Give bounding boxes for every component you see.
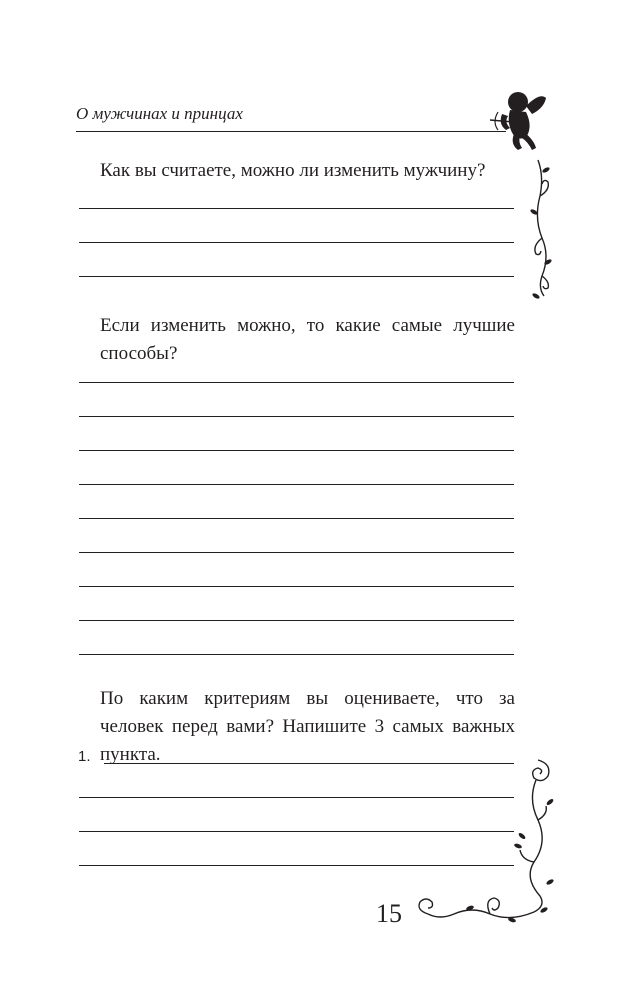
answer-line[interactable] [79,382,514,383]
question-2: Если изменить можно, то какие самые лучшие способы? [100,315,515,364]
cupid-icon [488,84,548,154]
answer-line[interactable] [79,586,514,587]
question-1: Как вы считаете, можно ли изменить мужчину? [100,160,486,181]
page-number: 15 [376,899,402,928]
question-3: По каким критериям вы оцениваете, что за человек перед вами? Напишите 3 самых важных пункта. [100,688,515,765]
answer-line[interactable] [79,552,514,553]
item-number: 1. [78,748,91,765]
answer-line[interactable] [79,620,514,621]
header-rule [76,131,506,132]
answer-line[interactable] [79,416,514,417]
running-header: О мужчинах и принцах [76,104,243,123]
answer-line[interactable] [79,276,514,277]
answer-line[interactable] [79,208,514,209]
swirl-vine-ornament-icon [410,750,560,925]
answer-line[interactable] [79,518,514,519]
vine-ornament-icon [526,156,556,301]
answer-line[interactable] [79,242,514,243]
answer-line[interactable] [79,654,514,655]
answer-line[interactable] [79,484,514,485]
answer-line[interactable] [79,450,514,451]
